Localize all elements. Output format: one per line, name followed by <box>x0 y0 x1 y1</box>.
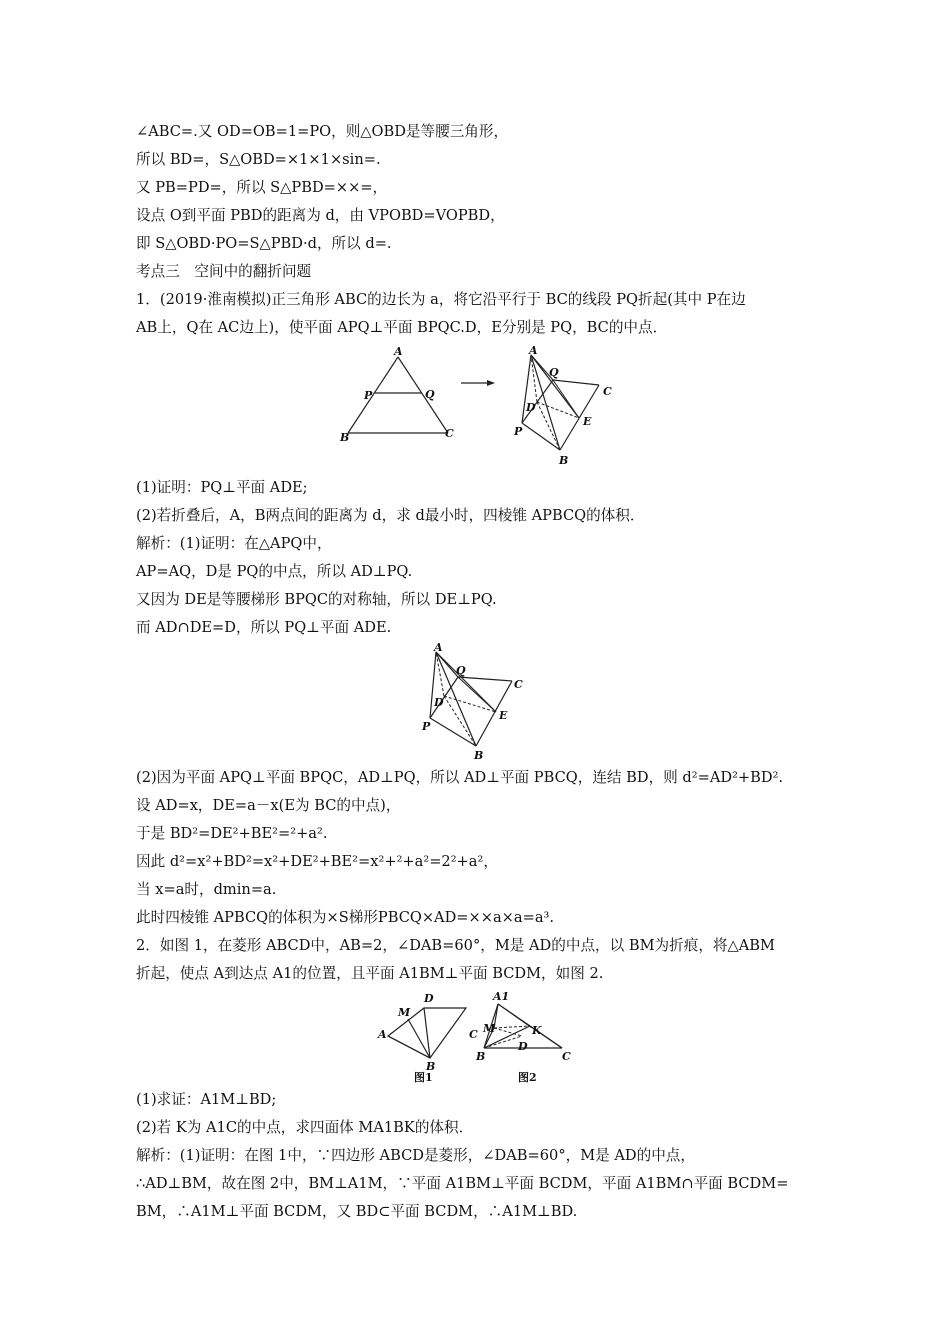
text-line: 而 AD∩DE=D，所以 PQ⊥平面 ADE. <box>136 619 392 636</box>
section-heading: 考点三 空间中的翻折问题 <box>136 263 312 280</box>
text-line: 解析：(1)证明：在△APQ中， <box>136 535 332 552</box>
text-line: 设点 O到平面 PBD的距离为 d，由 VPOBD=VOPBD， <box>136 207 505 224</box>
text-line: ∠ABC=.又 OD=OB=1=PO，则△OBD是等腰三角形， <box>136 123 509 140</box>
text-line: 当 x=a时，dmin=a. <box>136 881 277 898</box>
text-line: BM，∴A1M⊥平面 BCDM，又 BD⊂平面 BCDM，∴A1M⊥BD. <box>136 1203 578 1220</box>
caption-figure-1: 图1 <box>414 1071 433 1083</box>
text-line: 又 PB=PD=，所以 S△PBD=××=， <box>136 179 388 196</box>
label-B: B <box>559 454 569 467</box>
text-line: 解析：(1)证明：在图 1中，∵四边形 ABCD是菱形，∠DAB=60°，M是 AD的中点， <box>136 1147 695 1164</box>
label-P: P <box>514 425 523 438</box>
label-D: D <box>424 992 434 1005</box>
text-line: (2)若折叠后，A，B两点间的距离为 d，求 d最小时，四棱锥 APBCQ的体积． <box>136 507 645 524</box>
label-C: C <box>469 1028 478 1041</box>
text-line: 于是 BD²=DE²+BE²=²+a². <box>136 825 328 842</box>
text-line: (1)证明：PQ⊥平面 ADE; <box>136 479 308 496</box>
label-P: P <box>422 720 431 733</box>
label-D: D <box>526 401 536 414</box>
text-line: (2)因为平面 APQ⊥平面 BPQC，AD⊥PQ，所以 AD⊥平面 PBCQ，连结 BD，则 d²=AD²+BD². <box>136 769 784 786</box>
label-C: C <box>445 427 454 440</box>
label-B: B <box>474 749 484 762</box>
text-line: 2．如图 1，在菱形 ABCD中，AB=2，∠DAB=60°，M是 AD的中点，以 BM为折痕，将△ABM <box>136 937 775 954</box>
label-B: B <box>476 1050 486 1063</box>
label-C: C <box>603 385 612 398</box>
label-D: D <box>518 1040 528 1053</box>
label-A: A <box>394 345 403 358</box>
label-B: B <box>426 1060 436 1073</box>
label-M: M <box>483 1022 496 1035</box>
text-line: 1．(2019·淮南模拟)正三角形 ABC的边长为 a，将它沿平行于 BC的线段 PQ折起(其中 P在边 <box>136 291 746 308</box>
label-Q: Q <box>549 366 559 379</box>
figure-pyramid <box>420 642 530 762</box>
text-line: 此时四棱锥 APBCQ的体积为×S梯形PBCQ×AD=××a×a=a³. <box>136 909 555 926</box>
text-line: AP=AQ，D是 PQ的中点，所以 AD⊥PQ. <box>136 563 413 580</box>
label-C: C <box>562 1050 571 1063</box>
text-line: (1)求证：A1M⊥BD; <box>136 1091 277 1108</box>
text-line: 所以 BD=，S△OBD=×1×1×sin=. <box>136 151 381 168</box>
label-P: P <box>364 389 373 402</box>
label-K: K <box>532 1024 542 1037</box>
text-line: 又因为 DE是等腰梯形 BPQC的对称轴，所以 DE⊥PQ. <box>136 591 497 608</box>
text-line: 设 AD=x，DE=a－x(E为 BC的中点)， <box>136 797 401 814</box>
text-line: 折起，使点 A到达点 A1的位置，且平面 A1BM⊥平面 BCDM，如图 2. <box>136 965 604 982</box>
label-E: E <box>583 415 592 428</box>
label-B: B <box>340 431 350 444</box>
label-M: M <box>398 1006 411 1019</box>
label-C: C <box>514 678 523 691</box>
caption-figure-2: 图2 <box>518 1071 537 1083</box>
text-line: 即 S△OBD·PO=S△PBD·d，所以 d=. <box>136 235 392 252</box>
label-A: A <box>434 642 443 654</box>
label-D: D <box>434 696 444 709</box>
label-A: A <box>529 345 538 357</box>
label-Q: Q <box>425 388 435 401</box>
text-line: (2)若 K为 A1C的中点，求四面体 MA1BK的体积． <box>136 1119 474 1136</box>
label-Q: Q <box>456 664 466 677</box>
text-line: 因此 d²=x²+BD²=x²+DE²+BE²=x²+²+a²=2²+a²， <box>136 853 498 870</box>
label-A: A <box>378 1028 387 1041</box>
figure-fold-triangle <box>335 345 625 470</box>
figure-rhombus-fold <box>372 988 582 1083</box>
text-line: AB上，Q在 AC边上)，使平面 APQ⊥平面 BPQC.D，E分别是 PQ，BC的中点． <box>136 319 668 336</box>
label-A1: A1 <box>493 990 510 1003</box>
label-E: E <box>499 709 508 722</box>
text-line: ∴AD⊥BM，故在图 2中，BM⊥A1M，∵平面 A1BM⊥平面 BCDM，平面 A1BM∩平面 BCDM= <box>136 1175 789 1192</box>
